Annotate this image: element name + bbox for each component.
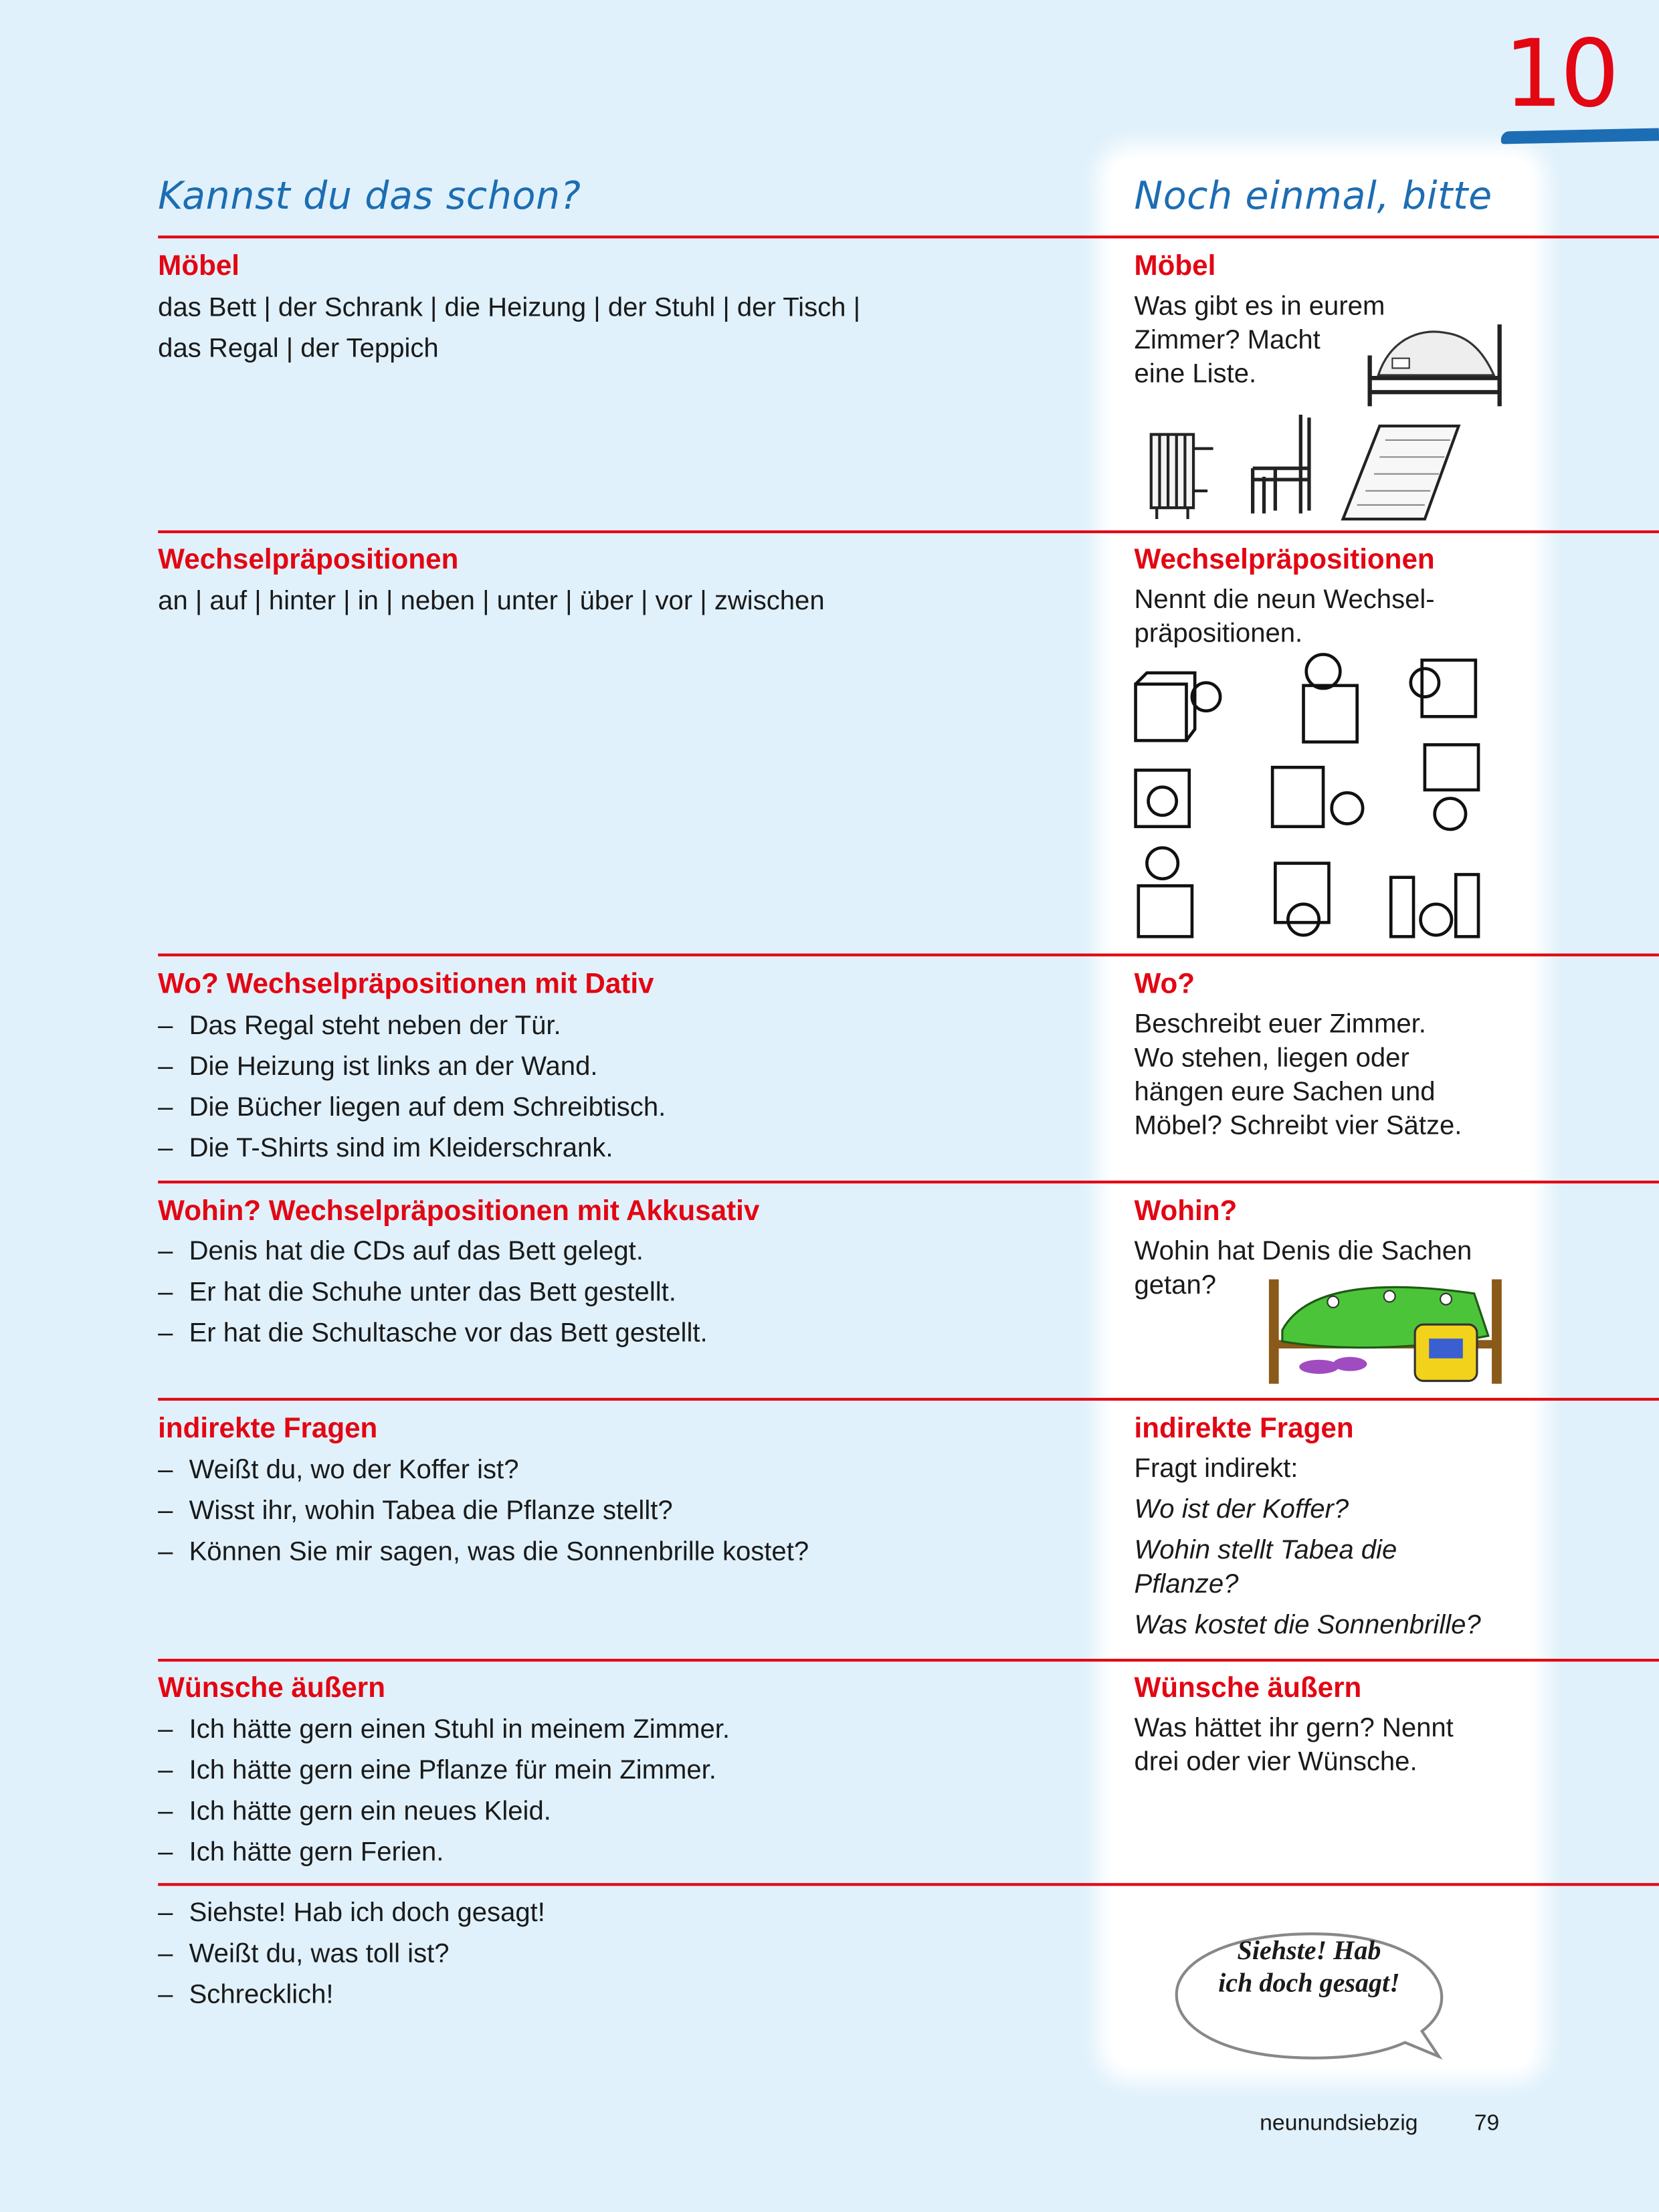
dash: – <box>158 1134 173 1164</box>
text-line: an | auf | hinter | in | neben | unter | über | vor | zwischen <box>158 587 825 617</box>
item-text: Schrecklich! <box>189 1980 334 2011</box>
italic-question: Wo ist der Koffer? <box>1134 1495 1349 1525</box>
list-item <box>158 1934 545 1975</box>
diagram-zwischen <box>1391 874 1478 936</box>
dash: – <box>158 1455 173 1486</box>
list-item <box>158 1750 730 1791</box>
dash: – <box>158 1011 173 1041</box>
text-line: hängen eure Sachen und <box>1134 1078 1436 1108</box>
item-text: Er hat die Schultasche vor das Bett gestellt. <box>189 1318 708 1349</box>
section-heading: Wechselpräpositionen <box>158 544 459 576</box>
radiator-illustration <box>1143 420 1219 522</box>
exercise-text <box>1134 584 1515 651</box>
text-line: Nennt die neun Wechsel- <box>1134 585 1435 615</box>
item-text: Ich hätte gern Ferien. <box>189 1837 444 1868</box>
item-text: Weißt du, was toll ist? <box>189 1939 450 1969</box>
item-text: Ich hätte gern einen Stuhl in meinem Zimmer. <box>189 1715 730 1745</box>
exercise-text <box>1134 1453 1543 1643</box>
page-number: 79 <box>1474 2111 1500 2136</box>
divider <box>158 530 1659 533</box>
item-text: Die Bücher liegen auf dem Schreibtisch. <box>189 1093 666 1123</box>
item-text: Siehste! Hab ich doch gesagt! <box>189 1898 545 1928</box>
section-heading: Möbel <box>158 251 240 282</box>
list-item <box>158 1231 707 1272</box>
text-line: Wo stehen, liegen oder <box>1134 1043 1409 1074</box>
text-line: eine Liste. <box>1134 359 1257 390</box>
divider <box>158 1883 1659 1886</box>
bed-illustration <box>1361 313 1508 412</box>
item-text: Ich hätte gern eine Pflanze für mein Zimmer. <box>189 1756 716 1786</box>
messy-bed-illustration <box>1262 1274 1505 1387</box>
divider <box>158 235 1659 238</box>
diagram-hinter <box>1411 660 1476 716</box>
list-item <box>158 1088 666 1128</box>
text-line: präpositionen. <box>1134 619 1303 649</box>
dash: – <box>158 1797 173 1827</box>
speech-bubble-text <box>1177 1935 1442 2000</box>
divider <box>158 1398 1659 1401</box>
text-line: Möbel? Schreibt vier Sätze. <box>1134 1111 1462 1142</box>
list-item <box>158 1313 707 1354</box>
list-item <box>158 1491 809 1532</box>
dash: – <box>158 1980 173 2011</box>
example-list <box>158 1710 730 1874</box>
dash: – <box>158 1052 173 1082</box>
exercise-heading: Möbel <box>1134 251 1216 282</box>
diagram-auf <box>1304 654 1357 742</box>
item-text: Denis hat die CDs auf das Bett gelegt. <box>189 1237 644 1267</box>
divider <box>158 1659 1659 1662</box>
list-item <box>158 1893 545 1934</box>
item-text: Wisst ihr, wohin Tabea die Pflanze stellt? <box>189 1496 673 1526</box>
list-item <box>158 1006 666 1047</box>
chapter-underline <box>1501 128 1659 144</box>
dash: – <box>158 1496 173 1526</box>
list-item <box>158 1791 730 1832</box>
preposition-diagrams <box>1129 649 1495 945</box>
text-line: Zimmer? Macht <box>1134 326 1321 356</box>
item-text: Er hat die Schuhe unter das Bett gestellt. <box>189 1278 676 1308</box>
section-heading: Wünsche äußern <box>158 1673 385 1704</box>
text-line: das Regal | der Teppich <box>158 334 439 365</box>
list-item <box>158 1047 666 1088</box>
right-title: Noch einmal, bitte <box>1134 175 1492 219</box>
left-title: Kannst du das schon? <box>158 175 581 219</box>
diagram-in <box>1136 770 1189 826</box>
dash: – <box>158 1093 173 1123</box>
dash: – <box>158 1537 173 1567</box>
divider <box>158 1181 1659 1183</box>
exercise-heading: Wohin? <box>1134 1196 1238 1227</box>
dash: – <box>158 1939 173 1969</box>
item-text: Das Regal steht neben der Tür. <box>189 1011 561 1041</box>
diagram-vor <box>1275 864 1329 936</box>
text-line: drei oder vier Wünsche. <box>1134 1747 1418 1778</box>
exercise-heading: Wünsche äußern <box>1134 1673 1362 1704</box>
text-line: das Bett | der Schrank | die Heizung | der Stuhl | der Tisch | <box>158 293 861 323</box>
diagram-ueber <box>1139 847 1192 936</box>
italic-question: Pflanze? <box>1134 1570 1239 1600</box>
example-list <box>158 1006 666 1170</box>
list-item <box>158 1532 809 1573</box>
item-text: Die Heizung ist links an der Wand. <box>189 1052 598 1082</box>
section-heading: Wo? Wechselpräpositionen mit Dativ <box>158 969 654 1001</box>
italic-question: Was kostet die Sonnenbrille? <box>1134 1611 1481 1641</box>
section-heading: indirekte Fragen <box>158 1413 378 1445</box>
item-text: Ich hätte gern ein neues Kleid. <box>189 1797 551 1827</box>
phrase-list <box>158 1893 545 2015</box>
bubble-line: Siehste! Hab <box>1237 1936 1381 1967</box>
dash: – <box>158 1898 173 1928</box>
item-text: Können Sie mir sagen, was die Sonnenbrille kostet? <box>189 1537 809 1567</box>
exercise-heading: Wechselpräpositionen <box>1134 544 1435 576</box>
dash: – <box>158 1237 173 1267</box>
divider <box>158 954 1659 957</box>
dash: – <box>158 1756 173 1786</box>
vocab-list <box>158 288 860 369</box>
item-text: Weißt du, wo der Koffer ist? <box>189 1455 519 1486</box>
text-line: Wohin hat Denis die Sachen <box>1134 1237 1472 1267</box>
exercise-heading: indirekte Fragen <box>1134 1413 1354 1445</box>
example-list <box>158 1450 809 1573</box>
text-line: Fragt indirekt: <box>1134 1454 1298 1484</box>
exercise-text <box>1134 1712 1515 1780</box>
exercise-heading: Wo? <box>1134 969 1195 1001</box>
exercise-text <box>1134 1009 1515 1144</box>
list-item <box>158 1450 809 1491</box>
text-line: getan? <box>1134 1271 1217 1301</box>
dash: – <box>158 1715 173 1745</box>
rug-illustration <box>1337 420 1464 524</box>
italic-question: Wohin stellt Tabea die <box>1134 1536 1397 1566</box>
list-item <box>158 1710 730 1750</box>
text-line: Beschreibt euer Zimmer. <box>1134 1009 1426 1040</box>
item-text: Die T-Shirts sind im Kleiderschrank. <box>189 1134 613 1164</box>
dash: – <box>158 1318 173 1349</box>
text-line: Was hättet ihr gern? Nennt <box>1134 1714 1454 1744</box>
dash: – <box>158 1837 173 1868</box>
diagram-neben <box>1136 673 1221 740</box>
bubble-line: ich doch gesagt! <box>1218 1969 1400 1999</box>
diagram-unter <box>1425 744 1478 829</box>
diagram-neben2 <box>1272 767 1363 827</box>
dash: – <box>158 1278 173 1308</box>
text-line: Was gibt es in eurem <box>1134 292 1385 322</box>
list-item <box>158 1832 730 1873</box>
list-item <box>158 1272 707 1313</box>
example-list <box>158 1231 707 1354</box>
section-heading: Wohin? Wechselpräpositionen mit Akkusativ <box>158 1196 760 1227</box>
chair-illustration <box>1247 412 1317 516</box>
list-item <box>158 1975 545 2015</box>
list-item <box>158 1128 666 1169</box>
chapter-number: 10 <box>1503 19 1617 128</box>
page-number-word: neunundsiebzig <box>1260 2111 1418 2136</box>
